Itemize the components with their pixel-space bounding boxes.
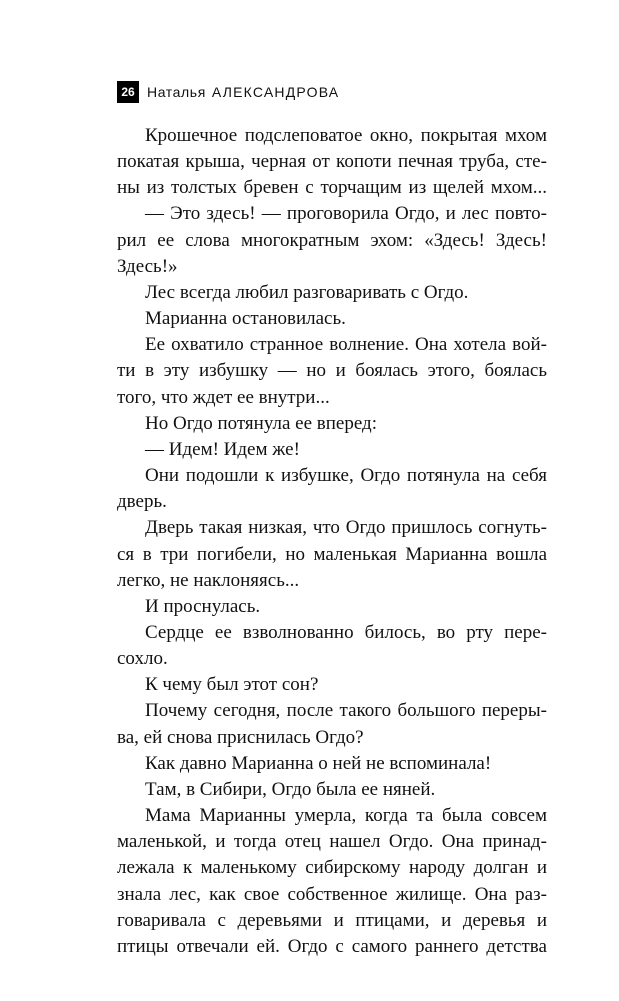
word: печная bbox=[397, 151, 453, 173]
word: и bbox=[333, 909, 344, 931]
text-line bbox=[117, 149, 547, 175]
word: Огдо, bbox=[394, 203, 440, 225]
word: ее bbox=[214, 621, 232, 643]
word: ся bbox=[117, 543, 135, 565]
word: согнуть- bbox=[478, 517, 547, 539]
text-line bbox=[117, 829, 547, 855]
word: подслеповатое bbox=[244, 125, 363, 146]
word: деревьями bbox=[237, 909, 323, 931]
text-line bbox=[117, 698, 547, 724]
word: самого bbox=[351, 935, 408, 957]
word: жилище. bbox=[395, 883, 467, 905]
word: покрытая bbox=[420, 125, 498, 146]
word: и bbox=[536, 909, 547, 931]
word: многократным bbox=[240, 229, 360, 251]
word: ти bbox=[117, 360, 136, 382]
word: народу bbox=[408, 857, 466, 879]
word: маленькому bbox=[200, 857, 297, 879]
author-first-name: Наталья bbox=[147, 84, 206, 100]
word: долган bbox=[473, 857, 529, 879]
word: Марианны bbox=[199, 805, 286, 827]
word: себя bbox=[511, 465, 547, 487]
running-header bbox=[117, 81, 339, 103]
text-line bbox=[117, 358, 547, 384]
word: труба, bbox=[459, 151, 510, 173]
text-line: того, что ждет ее внутри... bbox=[117, 386, 330, 408]
word: была bbox=[442, 805, 483, 827]
word: такая bbox=[199, 517, 243, 539]
word: отвечали bbox=[176, 935, 249, 957]
word: проговорила bbox=[286, 203, 389, 225]
word: Ее bbox=[145, 334, 166, 356]
word: раз- bbox=[515, 883, 547, 905]
word: к bbox=[182, 857, 193, 879]
word: нашел bbox=[329, 831, 381, 853]
word: маленькой, bbox=[117, 831, 207, 853]
word: пере- bbox=[504, 621, 547, 643]
word: Сердце bbox=[145, 621, 204, 643]
word: рту bbox=[466, 621, 494, 643]
text-line bbox=[117, 934, 547, 960]
word: волнение. bbox=[329, 334, 409, 356]
word: переры- bbox=[481, 700, 547, 722]
word: и bbox=[215, 831, 226, 853]
word: Она bbox=[441, 831, 475, 853]
word: вошла bbox=[496, 543, 547, 565]
text-line: Здесь!» bbox=[117, 255, 178, 277]
word: окно, bbox=[369, 125, 414, 146]
text-line bbox=[117, 123, 547, 149]
text-line: К чему был этот сон? bbox=[145, 674, 319, 696]
word: отец bbox=[284, 831, 321, 853]
word: что bbox=[312, 517, 340, 539]
word: сибирскому bbox=[305, 857, 401, 879]
word: — bbox=[277, 360, 297, 382]
word: Почему bbox=[145, 700, 208, 722]
word: боялась bbox=[484, 360, 547, 382]
text-line: И проснулась. bbox=[145, 595, 261, 617]
word: толстых bbox=[171, 177, 237, 199]
word: ее bbox=[157, 229, 175, 251]
text-line bbox=[117, 908, 547, 934]
word: в bbox=[145, 360, 155, 382]
text-line bbox=[117, 803, 547, 829]
word: Огдо bbox=[345, 517, 386, 539]
word: черная bbox=[251, 151, 306, 173]
word: Она bbox=[415, 334, 448, 356]
word: ей. bbox=[256, 935, 280, 957]
word: эту bbox=[163, 360, 190, 382]
word: большого bbox=[397, 700, 476, 722]
word: и bbox=[335, 360, 346, 382]
text-line bbox=[117, 620, 547, 646]
word: и bbox=[445, 203, 456, 225]
word: билось, bbox=[364, 621, 426, 643]
word: эхом: bbox=[370, 229, 414, 251]
word: с bbox=[217, 909, 226, 931]
word: торчащим bbox=[320, 177, 402, 199]
word: Она bbox=[474, 883, 508, 905]
word: с bbox=[335, 935, 344, 957]
word: когда bbox=[364, 805, 408, 827]
word: ны bbox=[117, 177, 140, 199]
word: знала bbox=[117, 883, 162, 905]
word: совсем bbox=[491, 805, 547, 827]
word: после bbox=[286, 700, 334, 722]
word: из bbox=[408, 177, 427, 199]
word: мхом... bbox=[490, 177, 547, 199]
word: взволнованно bbox=[242, 621, 354, 643]
word: Дверь bbox=[145, 517, 194, 539]
word: — bbox=[261, 203, 281, 225]
word: слова bbox=[185, 229, 230, 251]
word: здесь! bbox=[206, 203, 256, 225]
author-last-name: АЛЕКСАНДРОВА bbox=[211, 84, 340, 100]
word: птицами, bbox=[355, 909, 430, 931]
word: боялась bbox=[355, 360, 418, 382]
text-line: сохло. bbox=[117, 648, 168, 670]
word: раннего bbox=[415, 935, 479, 957]
text-line: ва, ей снова приснилась Огдо? bbox=[117, 726, 364, 748]
word: и bbox=[441, 909, 452, 931]
word: деревья bbox=[462, 909, 526, 931]
word: к bbox=[265, 465, 275, 487]
word: та bbox=[416, 805, 434, 827]
word: лес bbox=[461, 203, 489, 225]
word: мхом bbox=[505, 125, 547, 146]
text-line bbox=[117, 515, 547, 541]
word: «Здесь! bbox=[424, 229, 485, 251]
word: крыша, bbox=[185, 151, 245, 173]
word: лес, bbox=[169, 883, 201, 905]
word: рил bbox=[117, 229, 147, 251]
word: и bbox=[536, 857, 547, 879]
word: покатая bbox=[117, 151, 180, 173]
word: вой- bbox=[512, 334, 547, 356]
word: умерла, bbox=[294, 805, 357, 827]
word: избушке, bbox=[281, 465, 354, 487]
word: с bbox=[305, 177, 314, 199]
word: бревен bbox=[243, 177, 299, 199]
text-line: Лес всегда любил разговаривать с Огдо. bbox=[145, 281, 469, 303]
word: — bbox=[145, 203, 164, 225]
text-line bbox=[117, 175, 547, 201]
word: Мама bbox=[145, 805, 191, 827]
text-line: Там, в Сибири, Огдо была ее няней. bbox=[145, 778, 436, 800]
word: из bbox=[146, 177, 165, 199]
word: погибели, bbox=[196, 543, 277, 565]
text-line bbox=[117, 332, 547, 358]
page-number: 26 bbox=[117, 81, 139, 103]
word: принад- bbox=[482, 831, 547, 853]
word: маленькая bbox=[313, 543, 397, 565]
word: сегодня, bbox=[213, 700, 281, 722]
word: тогда bbox=[233, 831, 277, 853]
word: Они bbox=[145, 465, 180, 487]
word: этого, bbox=[427, 360, 475, 382]
text-line bbox=[117, 882, 547, 908]
text-line: легко, не наклоняясь... bbox=[117, 569, 300, 591]
word: повто- bbox=[494, 203, 547, 225]
word: Огдо bbox=[287, 935, 328, 957]
word: во bbox=[436, 621, 456, 643]
word: детства bbox=[486, 935, 547, 957]
word: в bbox=[142, 543, 152, 565]
word: Марианна bbox=[405, 543, 488, 565]
text-line: Но Огдо потянула ее вперед: bbox=[145, 412, 377, 434]
word: птицы bbox=[117, 935, 169, 957]
word: странное bbox=[249, 334, 324, 356]
text-line bbox=[117, 228, 547, 254]
word: копоти bbox=[336, 151, 392, 173]
word: Это bbox=[170, 203, 201, 225]
word: подошли bbox=[185, 465, 259, 487]
word: Здесь! bbox=[495, 229, 547, 251]
word: низкая, bbox=[248, 517, 307, 539]
word: лежала bbox=[117, 857, 175, 879]
word: такого bbox=[339, 700, 392, 722]
text-line bbox=[117, 855, 547, 881]
word: но bbox=[285, 543, 305, 565]
word: избушку bbox=[198, 360, 269, 382]
word: пришлось bbox=[391, 517, 473, 539]
word: щелей bbox=[432, 177, 485, 199]
word: хотела bbox=[453, 334, 507, 356]
text-line bbox=[117, 542, 547, 568]
word: сте- bbox=[515, 151, 547, 173]
word: свое bbox=[243, 883, 280, 905]
word: говаривала bbox=[117, 909, 206, 931]
word: три bbox=[160, 543, 189, 565]
word: на bbox=[486, 465, 506, 487]
word: но bbox=[306, 360, 327, 382]
text-line: Марианна остановилась. bbox=[145, 308, 346, 330]
word: Огдо. bbox=[388, 831, 434, 853]
word: потянула bbox=[406, 465, 480, 487]
text-line bbox=[117, 463, 547, 489]
word: Крошечное bbox=[145, 125, 238, 146]
word: как bbox=[209, 883, 236, 905]
text-line: — Идем! Идем же! bbox=[145, 438, 300, 460]
word: охватило bbox=[171, 334, 244, 356]
body-text bbox=[117, 123, 547, 960]
word: от bbox=[312, 151, 330, 173]
text-line bbox=[117, 201, 547, 227]
text-line: дверь. bbox=[117, 491, 167, 513]
word: Огдо bbox=[360, 465, 401, 487]
word: собственное bbox=[287, 883, 388, 905]
text-line: Как давно Марианна о ней не вспоминала! bbox=[145, 752, 492, 774]
